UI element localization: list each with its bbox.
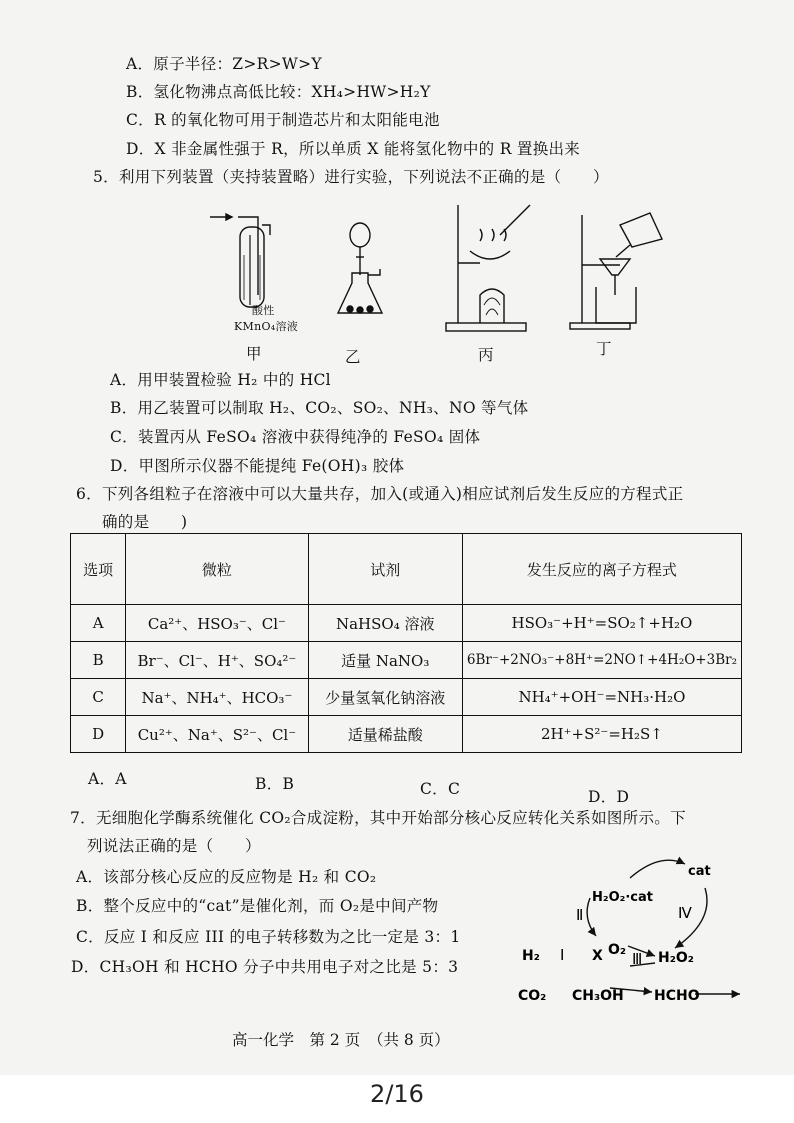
page-footer: 高一化学 第 2 页 （共 8 页） [232, 1031, 450, 1049]
apparatus-yi-drawing [338, 223, 382, 313]
header-particles: 微粒 [126, 534, 308, 605]
table-header-row [71, 534, 742, 605]
diagram-II: Ⅱ [576, 906, 584, 924]
q5-stem: 5．利用下列装置（夹持装置略）进行实验，下列说法不正确的是（ ） [93, 168, 609, 186]
row-reagent: NaHSO₄ 溶液 [308, 605, 462, 642]
q7-option-b: B．整个反应中的“cat”是催化剂，而 O₂是中间产物 [76, 897, 439, 915]
q5-option-d: D．甲图所示仪器不能提纯 Fe(OH)₃ 胶体 [110, 457, 405, 475]
q7-reaction-diagram [510, 848, 750, 1018]
diagram-I: Ⅰ [560, 946, 565, 964]
row-option: A [71, 605, 126, 642]
diagram-H2: H₂ [522, 948, 540, 964]
page-indicator: 2/16 [370, 1080, 424, 1108]
header-equation: 发生反应的离子方程式 [462, 534, 741, 605]
apparatus-ding-drawing [570, 213, 662, 329]
q5-option-c: C．装置丙从 FeSO₄ 溶液中获得纯净的 FeSO₄ 固体 [110, 428, 481, 446]
row-reagent: 适量 NaNO₃ [308, 642, 462, 679]
q6-answer-c: C．C [420, 780, 461, 798]
diagram-H2O2: H₂O₂ [658, 950, 694, 966]
row-option: C [71, 679, 126, 716]
table-row [71, 605, 742, 642]
diagram-cat: cat [688, 864, 711, 879]
apparatus-bing-drawing [446, 205, 530, 331]
diagram-CH3OH: CH₃OH [572, 988, 624, 1004]
diagram-CO2: CO₂ [518, 988, 547, 1004]
row-particles: Na⁺、NH₄⁺、HCO₃⁻ [126, 679, 308, 716]
diagram-h2o2cat: H₂O₂·cat [592, 890, 653, 905]
q7-stem-line2: 列说法正确的是（ ） [87, 837, 261, 855]
row-option: B [71, 642, 126, 679]
apparatus-label-bing: 丙 [478, 346, 494, 364]
row-particles: Cu²⁺、Na⁺、S²⁻、Cl⁻ [126, 716, 308, 753]
apparatus-jia-drawing [210, 214, 270, 307]
kmno4-label-line1: 酸性 [252, 304, 275, 317]
diagram-IV: Ⅳ [678, 904, 692, 922]
diagram-X: X [592, 948, 603, 964]
q4-option-a: A．原子半径：Z>R>W>Y [126, 55, 322, 73]
header-option: 选项 [71, 534, 126, 605]
apparatus-label-ding: 丁 [596, 340, 612, 358]
row-particles: Br⁻、Cl⁻、H⁺、SO₄²⁻ [126, 642, 308, 679]
row-reagent: 少量氢氧化钠溶液 [308, 679, 462, 716]
q6-answer-d: D．D [588, 788, 630, 806]
table-row [71, 679, 742, 716]
row-equation: HSO₃⁻+H⁺=SO₂↑+H₂O [462, 605, 741, 642]
row-equation: 2H⁺+S²⁻=H₂S↑ [462, 716, 741, 753]
q6-answer-a: A．A [88, 770, 127, 788]
q5-option-b: B．用乙装置可以制取 H₂、CO₂、SO₂、NH₃、NO 等气体 [110, 399, 529, 417]
q7-option-d: D．CH₃OH 和 HCHO 分子中共用电子对之比是 5：3 [71, 958, 459, 976]
q4-option-c: C．R 的氧化物可用于制造芯片和太阳能电池 [126, 111, 440, 129]
q7-option-a: A．该部分核心反应的反应物是 H₂ 和 CO₂ [76, 868, 377, 886]
q4-option-d: D．X 非金属性强于 R，所以单质 X 能将氢化物中的 R 置换出来 [126, 140, 581, 158]
kmno4-label-line2: KMnO₄溶液 [234, 320, 299, 333]
q7-option-c: C．反应 I 和反应 III 的电子转移数为之比一定是 3：1 [76, 928, 461, 946]
row-equation: 6Br⁻+2NO₃⁻+8H⁺=2NO↑+4H₂O+3Br₂ [462, 642, 741, 679]
q6-answer-b: B．B [255, 775, 295, 793]
apparatus-label-yi: 乙 [345, 348, 361, 366]
row-particles: Ca²⁺、HSO₃⁻、Cl⁻ [126, 605, 308, 642]
q6-stem-line1: 6．下列各组粒子在溶液中可以大量共存，加入(或通入)相应试剂后发生反应的方程式正 [76, 485, 684, 503]
q7-stem-line1: 7．无细胞化学酶系统催化 CO₂合成淀粉，其中开始部分核心反应转化关系如图所示。下 [70, 809, 686, 827]
q5-option-a: A．用甲装置检验 H₂ 中的 HCl [110, 371, 331, 389]
q6-table [70, 533, 742, 753]
diagram-HCHO: HCHO [654, 988, 700, 1004]
apparatus-label-jia: 甲 [246, 345, 262, 363]
row-option: D [71, 716, 126, 753]
header-reagent: 试剂 [308, 534, 462, 605]
row-reagent: 适量稀盐酸 [308, 716, 462, 753]
q6-stem-line2: 确的是 ) [102, 513, 188, 531]
diagram-III: Ⅲ [632, 950, 643, 968]
row-equation: NH₄⁺+OH⁻=NH₃·H₂O [462, 679, 741, 716]
table-row [71, 642, 742, 679]
q4-option-b: B．氢化物沸点高低比较：XH₄>HW>H₂Y [126, 83, 431, 101]
table-row [71, 716, 742, 753]
diagram-O2: O₂ [608, 942, 627, 958]
